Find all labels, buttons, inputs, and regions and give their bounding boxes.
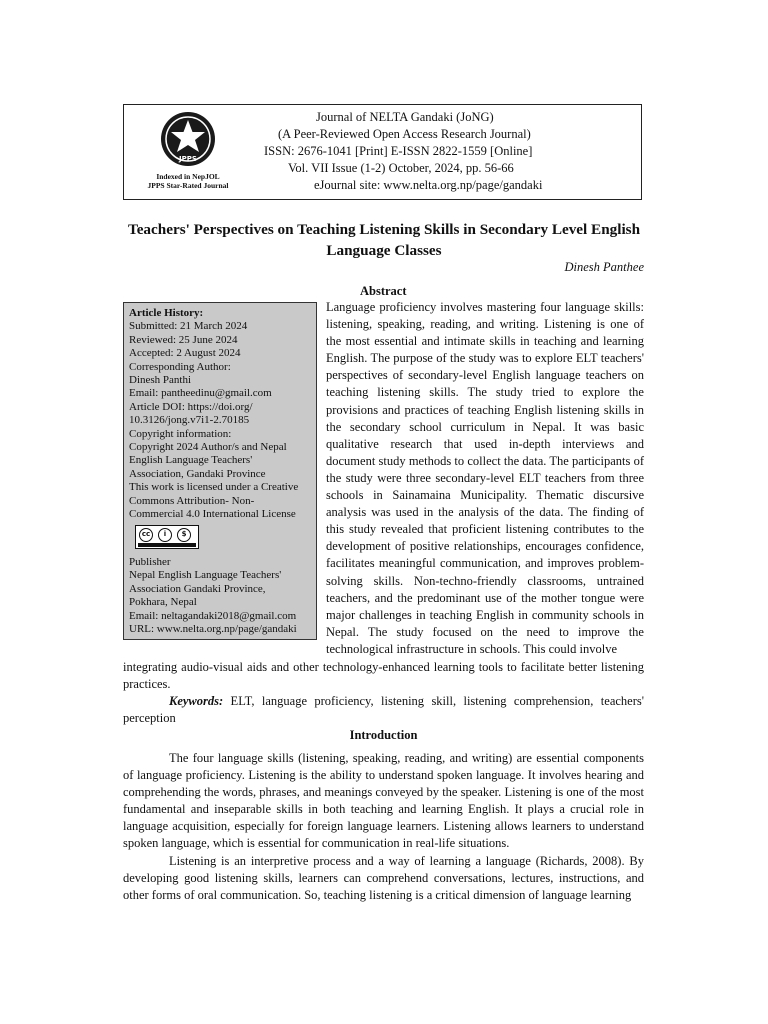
logo-rated-text: JPPS Star-Rated Journal [147, 181, 229, 190]
info-line: Dinesh Panthi [129, 374, 192, 387]
journal-name: Journal of NELTA Gandaki (JoNG) [316, 110, 494, 124]
info-line: Copyright information: [129, 427, 232, 440]
nc-icon: $ [177, 528, 191, 542]
info-line: Corresponding Author: [129, 360, 231, 373]
info-line: Commons Attribution- Non- [129, 494, 255, 507]
info-line: Reviewed: 25 June 2024 [129, 333, 238, 346]
paragraph: The four language skills (listening, speaking, reading, and writing) are essential components of language proficiency. Listening is the ability to understand spoken language. It involves hearing and comprehending the words, phrases, and meanings conveyed by the speaker. Listening is one of the most fundamental and inseparable skills in both teaching and learning English. It plays a crucial role in language acquisition, especially for foreign language learners. Listening allows learners to understand spoken language, which is essential for communication in real-life situations. [123, 751, 644, 851]
publisher-line: Pokhara, Nepal [129, 596, 197, 609]
abstract-heading: Abstract [360, 284, 407, 298]
keywords-list: ELT, language proficiency, listening skill, listening comprehension, teachers' perception [123, 694, 644, 726]
journal-volume: Vol. VII Issue (1-2) October, 2024, pp. 56-66 [288, 161, 514, 175]
journal-logo [138, 111, 238, 195]
publisher-line: Nepal English Language Teachers' [129, 569, 282, 582]
journal-issn: ISSN: 2676-1041 [Print] E-ISSN 2822-1559 [Online] [264, 144, 533, 158]
article-author: Dinesh Panthee [564, 260, 644, 274]
article-info-box [123, 302, 317, 640]
info-line: Article DOI: https://doi.org/ [129, 400, 253, 413]
abstract-text: Language proficiency involves mastering four language skills: listening, speaking, reading, and writing. Listening is one of the most essential and intimate skills in teaching and learning English. The purpose of the study was to explore ELT teachers' perspectives of secondary-level English language teachers on teaching listening skills. The study tried to explore the provisions and practices of teaching English listening skills in the secondary school curriculum in Nepal. It was basic qualitative research that used in-depth interviews and document study methods to collect the data. The participants of the study were three secondary-level ELT teachers from three schools in Sainamaina Municipality. Thematic discursive analysis was used in the analysis of the data. The finding of this study revealed that proficient listening contributes to the development of positive relationships, encourages confidence, facilitates meaningful communication, and improves problem-solving skills. Non-techno-friendly classrooms, untrained teachers, and the predominant use of the mother tongue were major challenges in teaching English in community schools in Nepal. The study focused on the need to improve the technological infrastructure in schools. This could involve [326, 300, 644, 656]
info-line: Article History: [129, 307, 204, 319]
cc-by-nc-license-icon [135, 525, 199, 549]
info-line: Commercial 4.0 International License [129, 508, 296, 521]
info-line: 10.3126/jong.v7i1-2.70185 [129, 414, 250, 427]
abstract-column [326, 299, 644, 658]
journal-details [264, 109, 604, 194]
publisher-line: Email: neltagandaki2018@gmail.com [129, 609, 297, 622]
journal-type: (A Peer-Reviewed Open Access Research Journal) [278, 127, 531, 141]
journal-header-box [123, 104, 642, 200]
info-line: Association, Gandaki Province [129, 467, 266, 480]
keywords-label: Keywords: [169, 694, 224, 709]
logo-badge-text: JPPS [179, 155, 197, 163]
info-line: This work is licensed under a Creative [129, 481, 299, 494]
info-line: English Language Teachers' [129, 454, 253, 467]
logo-indexed-text: Indexed in NepJOL [156, 172, 220, 181]
article-title: Teachers' Perspectives on Teaching Listening Skills in Secondary Level English Language Classes [127, 221, 641, 259]
info-line: Copyright 2024 Author/s and Nepal [129, 441, 287, 454]
cc-icon: cc [139, 528, 153, 542]
paragraph: Listening is an interpretive process and a way of learning a language (Richards, 2008). By developing good listening skills, learners can comprehend conversations, lectures, instructions, and other forms of oral communication. So, teaching listening is a critical dimension of language learning [123, 853, 644, 902]
abstract-continued [123, 659, 644, 727]
by-icon: i [158, 528, 172, 542]
publisher-line: URL: www.nelta.org.np/page/gandaki [129, 622, 297, 635]
license-bar [138, 543, 196, 547]
info-line: Submitted: 21 March 2024 [129, 320, 248, 333]
publisher-line: Association Gandaki Province, [129, 582, 266, 595]
introduction-body [123, 750, 644, 904]
info-line: Email: pantheedinu@gmail.com [129, 387, 272, 400]
abstract-text-continued: integrating audio-visual aids and other technology-enhanced learning tools to facilitate better listening practices. [123, 660, 644, 692]
journal-site: eJournal site: www.nelta.org.np/page/gandaki [314, 178, 543, 192]
keywords [123, 693, 644, 727]
publisher-line: Publisher [129, 555, 171, 568]
info-line: Accepted: 2 August 2024 [129, 347, 241, 360]
jpps-star-logo-icon [160, 111, 216, 169]
introduction-heading: Introduction [349, 728, 418, 742]
